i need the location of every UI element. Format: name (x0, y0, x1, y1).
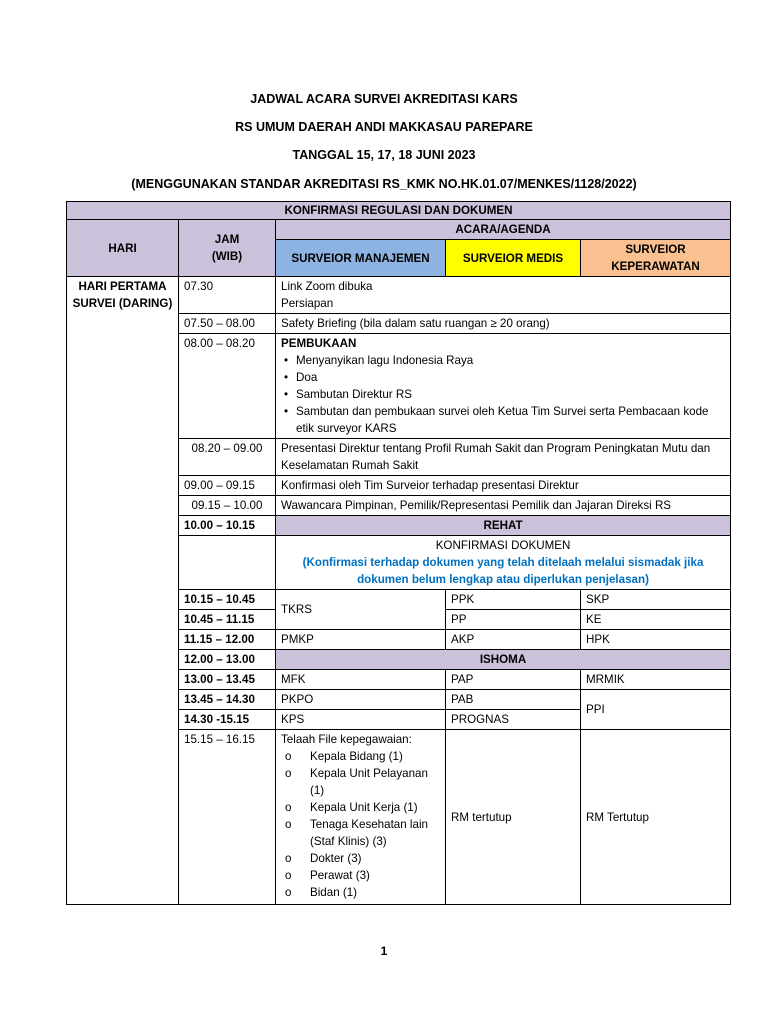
header-hari: HARI (67, 220, 179, 277)
manajemen-cell: KPS (276, 710, 446, 730)
time-cell: 12.00 – 13.00 (179, 650, 276, 670)
keperawatan-cell: MRMIK (581, 670, 731, 690)
column-header-row (67, 220, 731, 240)
manajemen-cell: MFK (276, 670, 446, 690)
time-cell: 07.50 – 08.00 (179, 314, 276, 334)
medis-cell: PPK (446, 590, 581, 610)
header-surveior-manajemen: SURVEIOR MANAJEMEN (276, 240, 446, 277)
keperawatan-cell: RM Tertutup (581, 730, 731, 905)
header-surveior-medis: SURVEIOR MEDIS (446, 240, 581, 277)
time-cell: 09.00 – 09.15 (179, 476, 276, 496)
konfirmasi-dokumen-note: (Konfirmasi terhadap dokumen yang telah ditelaah melalui sismadak jika dokumen belum lengkap atau diperlukan penjelasan) (302, 556, 704, 586)
standard-reference: (MENGGUNAKAN STANDAR AKREDITASI RS_KMK NO.HK.01.07/MENKES/1128/2022) (131, 177, 637, 191)
agenda-cell: Konfirmasi oleh Tim Surveior terhadap presentasi Direktur (276, 476, 731, 496)
staff-file-list (281, 748, 440, 901)
survey-date: TANGGAL 15, 17, 18 JUNI 2023 (292, 148, 476, 162)
time-cell: 08.00 – 08.20 (179, 334, 276, 439)
list-item: • Sambutan Direktur RS (281, 386, 725, 403)
medis-cell: RM tertutup (446, 730, 581, 905)
agenda-cell (276, 334, 731, 439)
konfirmasi-dokumen-title: KONFIRMASI DOKUMEN (435, 539, 571, 552)
section-title: KONFIRMASI REGULASI DAN DOKUMEN (67, 202, 731, 220)
list-item: o Kepala Bidang (1) (281, 748, 440, 765)
opening-list (281, 352, 725, 437)
manajemen-cell: PKPO (276, 690, 446, 710)
list-item: o Bidan (1) (281, 884, 440, 901)
list-item: o Kepala Unit Pelayanan (1) (281, 765, 440, 799)
agenda-cell: Presentasi Direktur tentang Profil Rumah Sakit dan Program Peningkatan Mutu dan Keselamatan Rumah Sakit (276, 439, 731, 476)
manajemen-cell: PMKP (276, 630, 446, 650)
time-cell (179, 536, 276, 590)
schedule-table (66, 201, 731, 905)
manajemen-cell (276, 730, 446, 905)
medis-cell: AKP (446, 630, 581, 650)
agenda-cell (276, 277, 731, 314)
page-number: 1 (380, 944, 388, 958)
keperawatan-cell: SKP (581, 590, 731, 610)
time-cell: 10.45 – 11.15 (179, 610, 276, 630)
time-cell: 08.20 – 09.00 (179, 439, 276, 476)
list-item: o Dokter (3) (281, 850, 440, 867)
agenda-title: PEMBUKAAN (281, 337, 357, 350)
time-cell: 07.30 (179, 277, 276, 314)
time-cell: 09.15 – 10.00 (179, 496, 276, 516)
agenda-cell: Wawancara Pimpinan, Pemilik/Representasi Pemilik dan Jajaran Direksi RS (276, 496, 731, 516)
agenda-title: Telaah File kepegawaian: (281, 733, 412, 746)
list-item: • Sambutan dan pembukaan survei oleh Ketua Tim Survei serta Pembacaan kode etik surveyor KARS (281, 403, 725, 437)
section-header-row (67, 202, 731, 220)
agenda-cell (276, 536, 731, 590)
manajemen-cell: TKRS (276, 590, 446, 630)
keperawatan-cell: PPI (581, 690, 731, 730)
time-cell: 11.15 – 12.00 (179, 630, 276, 650)
header-acara: ACARA/AGENDA (276, 220, 731, 240)
time-cell: 10.00 – 10.15 (179, 516, 276, 536)
time-cell: 13.45 – 14.30 (179, 690, 276, 710)
header-jam: JAM (WIB) (179, 220, 276, 277)
table-row (67, 277, 731, 314)
hospital-name: RS UMUM DAERAH ANDI MAKKASAU PAREPARE (235, 120, 533, 134)
day-label: HARI PERTAMA SURVEI (DARING) (67, 277, 179, 905)
list-item: • Doa (281, 369, 725, 386)
list-item: o Kepala Unit Kerja (1) (281, 799, 440, 816)
break-cell: REHAT (276, 516, 731, 536)
time-cell: 13.00 – 13.45 (179, 670, 276, 690)
medis-cell: PAP (446, 670, 581, 690)
agenda-text: Persiapan (281, 297, 334, 310)
list-item: o Perawat (3) (281, 867, 440, 884)
list-item: • Menyanyikan lagu Indonesia Raya (281, 352, 725, 369)
medis-cell: PAB (446, 690, 581, 710)
time-cell: 10.15 – 10.45 (179, 590, 276, 610)
agenda-text: Link Zoom dibuka (281, 280, 373, 293)
break-cell: ISHOMA (276, 650, 731, 670)
list-item: o Tenaga Kesehatan lain (Staf Klinis) (3) (281, 816, 440, 850)
time-cell: 14.30 -15.15 (179, 710, 276, 730)
header-surveior-keperawatan: SURVEIOR KEPERAWATAN (581, 240, 731, 277)
medis-cell: PROGNAS (446, 710, 581, 730)
time-cell: 15.15 – 16.15 (179, 730, 276, 905)
agenda-cell: Safety Briefing (bila dalam satu ruangan ≥ 20 orang) (276, 314, 731, 334)
keperawatan-cell: KE (581, 610, 731, 630)
doc-title: JADWAL ACARA SURVEI AKREDITASI KARS (250, 92, 518, 106)
keperawatan-cell: HPK (581, 630, 731, 650)
medis-cell: PP (446, 610, 581, 630)
